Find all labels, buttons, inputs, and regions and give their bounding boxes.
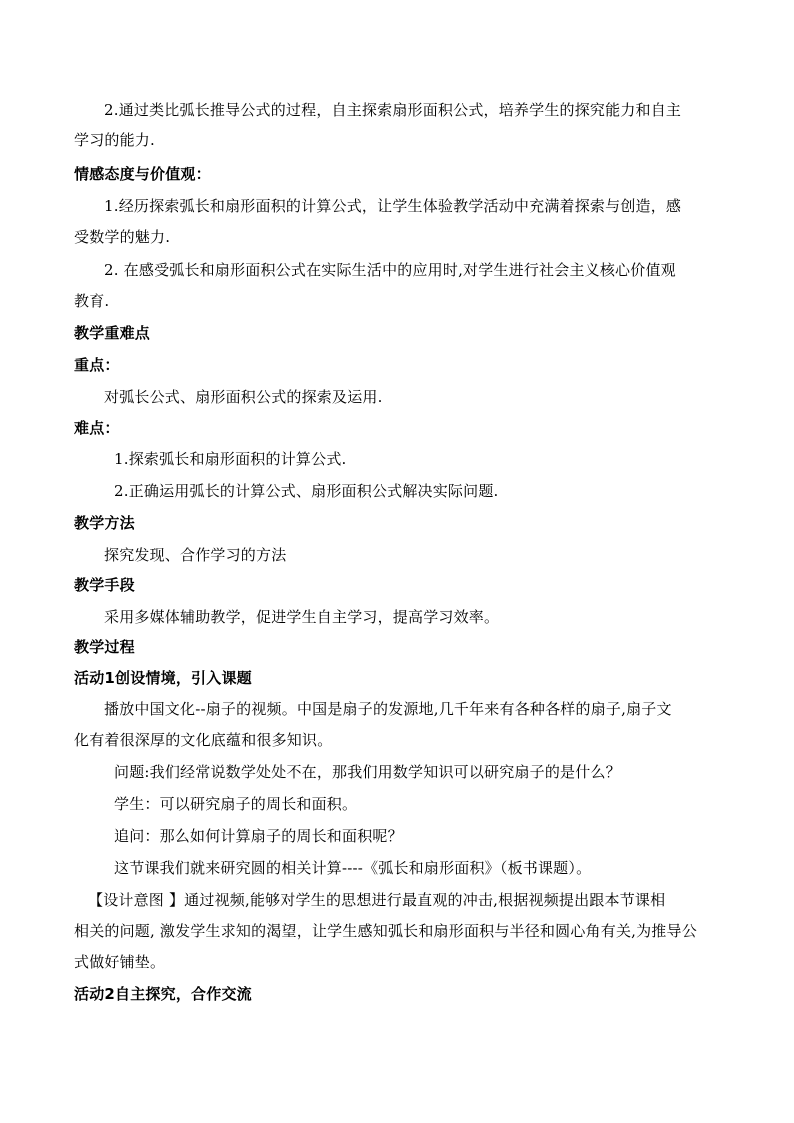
heading-difficult-points: 难点：: [74, 419, 120, 437]
heading-teaching-process: 教学过程: [74, 638, 135, 656]
follow-up-question-line: 追问：那么如何计算扇子的周长和面积呢？: [114, 827, 403, 845]
emotion-item-1-line-2: 受数学的魅力.: [74, 228, 171, 246]
difficult-point-2: 2.正确运用弧长的计算公式、扇形面积公式解决实际问题.: [114, 482, 499, 500]
design-intent-line-2: 相关的问题, 激发学生求知的渴望，让学生感知弧长和扇形面积与半径和圆心角有关,为推导公: [74, 922, 697, 940]
difficult-point-1: 1.探索弧长和扇形面积的计算公式.: [114, 450, 347, 468]
activity-1-paragraph-line-1: 播放中国文化--扇子的视频。中国是扇子的发源地,几千年来有各种各样的扇子,扇子文: [104, 700, 672, 718]
heading-key-points: 重点：: [74, 356, 120, 374]
question-line: 问题:我们经常说数学处处不在，那我们用数学知识可以研究扇子的是什么？: [114, 763, 621, 781]
heading-activity-1: 活动1创设情境，引入课题: [74, 669, 252, 687]
activity-1-paragraph-line-2: 化有着很深厚的文化底蕴和很多知识。: [74, 731, 333, 749]
emotion-item-2-line-1: 2. 在感受弧长和扇形面积公式在实际生活中的应用时,对学生进行社会主义核心价值观: [104, 261, 676, 279]
key-point-text: 对弧长公式、扇形面积公式的探索及运用.: [104, 388, 383, 406]
heading-key-difficult-points: 教学重难点: [74, 324, 151, 342]
emotion-item-2-line-2: 教育.: [74, 292, 110, 310]
design-intent-text: 通过视频,能够对学生的思想进行最直观的冲击,根据视频提出跟本节课相: [184, 891, 666, 909]
objective-2-line-2: 学习的能力.: [74, 131, 155, 149]
heading-teaching-means: 教学手段: [74, 576, 135, 594]
heading-teaching-method: 教学方法: [74, 514, 135, 532]
emotion-item-1-line-1: 1.经历探索弧长和扇形面积的计算公式，让学生体验教学活动中充满着探索与创造，感: [104, 197, 682, 215]
teaching-method-text: 探究发现、合作学习的方法: [104, 546, 287, 564]
teaching-means-text: 采用多媒体辅助教学，促进学生自主学习，提高学习效率。: [104, 608, 500, 626]
design-intent-tag: 【设计意图 】: [88, 891, 185, 909]
design-intent-line-3: 式做好铺垫。: [74, 953, 166, 971]
heading-activity-2: 活动2自主探究，合作交流: [74, 985, 252, 1003]
lesson-topic-line: 这节课我们就来研究圆的相关计算----《弧长和扇形面积》（板书课题）。: [114, 859, 592, 877]
student-answer-line: 学生：可以研究扇子的周长和面积。: [114, 795, 358, 813]
objective-2-line-1: 2.通过类比弧长推导公式的过程，自主探索扇形面积公式，培养学生的探究能力和自主: [104, 101, 682, 119]
design-intent-line-1: [88, 890, 665, 910]
heading-emotion-values: 情感态度与价值观：: [74, 165, 211, 183]
